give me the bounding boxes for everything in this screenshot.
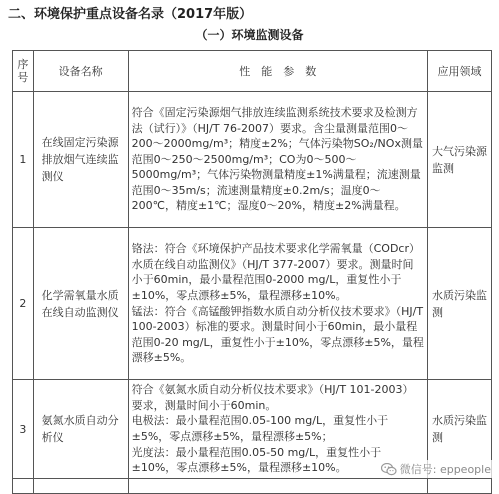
row-application: 水质污染监测 — [427, 228, 491, 380]
header-name: 设备名称 — [33, 51, 128, 92]
row-name: 氨氮水质自动分析仪 — [33, 380, 128, 479]
row-application: 水质污染监测 — [427, 380, 491, 479]
param-paragraph: 锰法：符合《高锰酸钾指数水质自动分析仪技术要求》（HJ/T 100-2003）标准的要求。测量时间小于60min，最小量程范围0-20 mg/L，重复性小于±10%，零点漂移±5%，量程漂移±5%。 — [131, 304, 424, 365]
row-no: 1 — [13, 92, 34, 228]
watermark-text: 微信号: eppeople — [399, 463, 491, 476]
row-no: 3 — [13, 380, 34, 479]
param-paragraph: 符合《氨氮水质自动分析仪技术要求》（HJ/T 101-2003）要求，测量时间小于60min。 — [131, 383, 414, 412]
param-paragraph: 光度法：最小量程范围0.05-50 mg/L，重复性小于±10%，零点漂移±5%，量程漂移±10%。 — [131, 445, 382, 475]
wechat-icon — [381, 463, 397, 476]
row-params — [128, 92, 427, 228]
row-params — [128, 228, 427, 380]
row-name: 化学需氧量水质在线自动监测仪 — [33, 228, 128, 380]
page-heading: 二、环境保护重点设备名录（2017年版） — [8, 7, 253, 22]
section-subheading: （一）环境监测设备 — [195, 28, 304, 42]
row-application: 大气污染源监测 — [427, 92, 491, 228]
param-paragraph: 铬法：符合《环境保护产品技术要求化学需氧量（CODcr）水质在线自动监测仪》（HJ/T 377-2007）要求。测量时间小于60min，最小量程范围0-2000 mg/L，重复性小于±10%，零点漂移±5%，量程漂移±10%。 — [131, 242, 420, 302]
param-paragraph: 电极法：最小量程范围0.05-100 mg/L，重复性小于±5%，零点漂移±5%，量程漂移±5%； — [131, 414, 389, 443]
param-paragraph: 符合《固定污染源烟气排放连续监测系统技术要求及检测方法（试行）》（HJ/T 76-2007）要求。含尘量测量范围0～200～2000mg/m³；精度±2%；气体污染物SO₂/NOx测量范围0～250～2500mg/m³；CO为0～500～5000mg/m³；气体污染物测量精度±1%满量程；流速测量范围0～35m/s；流速测量精度±0.2m/s；温度0～200℃，精度±1℃；湿度0～20%，精度±2%满量程。 — [131, 105, 423, 213]
wechat-watermark — [379, 460, 493, 478]
table-header-row — [13, 51, 492, 92]
equipment-table — [12, 50, 492, 494]
header-no: 序号 — [13, 51, 34, 92]
row-no: 2 — [13, 228, 34, 380]
header-application: 应用领域 — [427, 51, 491, 92]
table-row-partial — [13, 479, 492, 494]
header-params: 性 能 参 数 — [128, 51, 427, 92]
table-row — [13, 228, 492, 380]
row-name: 在线固定污染源排放烟气连续监测仪 — [33, 92, 128, 228]
table-row — [13, 92, 492, 228]
